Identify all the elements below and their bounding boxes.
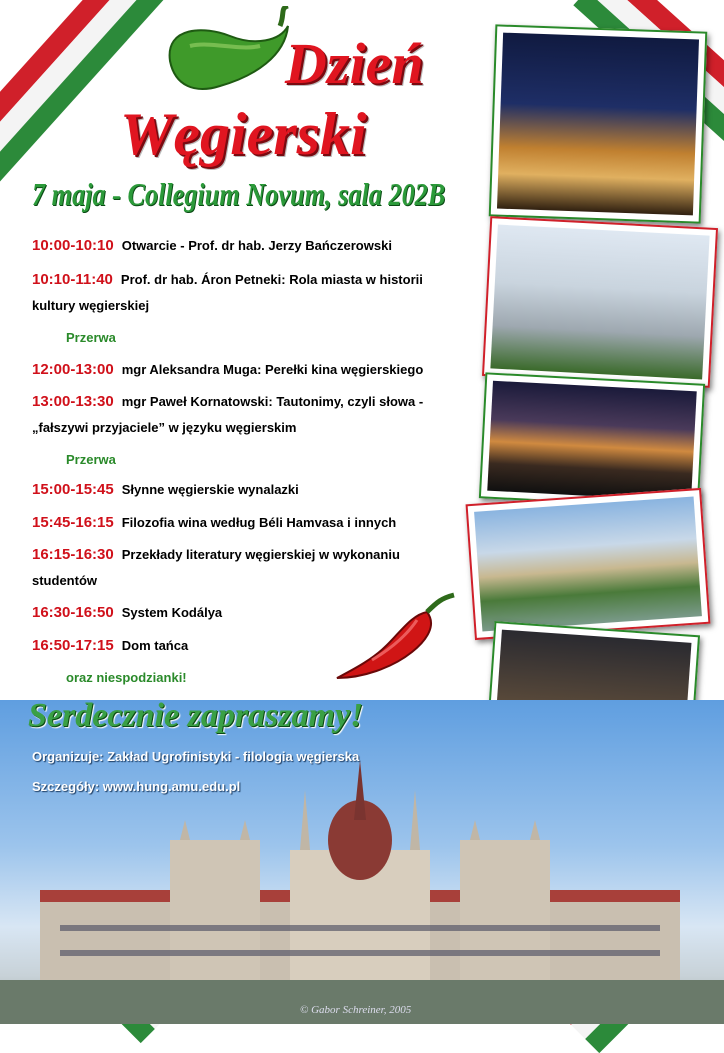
schedule-time: 13:00-13:30 [32, 393, 114, 410]
green-pepper-icon [160, 6, 295, 101]
surprise-note: oraz niespodzianki! [66, 670, 187, 685]
photo-credit: © Gabor Schreiner, 2005 [300, 1004, 412, 1016]
organizer-text: Organizuje: Zakład Ugrofinistyki - filologia węgierska [32, 749, 360, 764]
schedule-row [32, 362, 472, 394]
schedule-text: mgr Aleksandra Muga: Perełki kina węgierskiego [121, 362, 424, 377]
schedule-time: 10:10-11:40 [32, 271, 113, 288]
title-line-1: Dzień [285, 31, 424, 96]
schedule-row [32, 272, 472, 330]
schedule-text: Prof. dr hab. Áron Petneki: Rola miasta w historii [120, 272, 423, 287]
break-label: Przerwa [66, 452, 116, 467]
red-pepper-icon [332, 590, 462, 685]
schedule-text-continued: „fałszywi przyjaciele” w języku węgierskim [32, 420, 297, 435]
schedule-row [32, 394, 472, 452]
schedule-time: 15:45-16:15 [32, 514, 114, 531]
schedule-text: Dom tańca [121, 638, 189, 653]
photo-buda-castle [466, 488, 711, 640]
title-line-2: Węgierski [120, 101, 367, 167]
schedule-text: Słynne węgierskie wynalazki [121, 482, 299, 497]
event-subtitle: 7 maja - Collegium Novum, sala 202B [32, 176, 446, 212]
schedule-time: 12:00-13:00 [32, 361, 114, 378]
schedule-time: 16:15-16:30 [32, 546, 114, 563]
welcome-text: Serdecznie zapraszamy! [28, 697, 364, 734]
photo-fishermans-bastion [482, 216, 718, 388]
schedule-time: 10:00-10:10 [32, 237, 114, 254]
schedule-text-continued: studentów [32, 573, 97, 588]
schedule-time: 16:50-17:15 [32, 637, 114, 654]
schedule-text: System Kodálya [121, 605, 223, 620]
schedule-time: 15:00-15:45 [32, 481, 114, 498]
schedule-text: Przekłady literatury węgierskiej w wykonaniu [121, 547, 400, 562]
schedule-text: Otwarcie - Prof. dr hab. Jerzy Bańczerowski [121, 238, 392, 253]
schedule-row [32, 482, 472, 515]
photo-new-york-palace [489, 24, 708, 223]
schedule-text-continued: kultury węgierskiej [32, 298, 150, 313]
schedule-text: mgr Paweł Kornatowski: Tautonimy, czyli słowa - [121, 394, 424, 409]
schedule-row [32, 515, 472, 547]
schedule-row [32, 238, 472, 272]
details-link[interactable]: Szczegóły: www.hung.amu.edu.pl [32, 779, 241, 794]
schedule-text: Filozofia wina według Béli Hamvasa i innych [121, 515, 397, 530]
break-label: Przerwa [66, 330, 116, 345]
schedule-time: 16:30-16:50 [32, 604, 114, 621]
